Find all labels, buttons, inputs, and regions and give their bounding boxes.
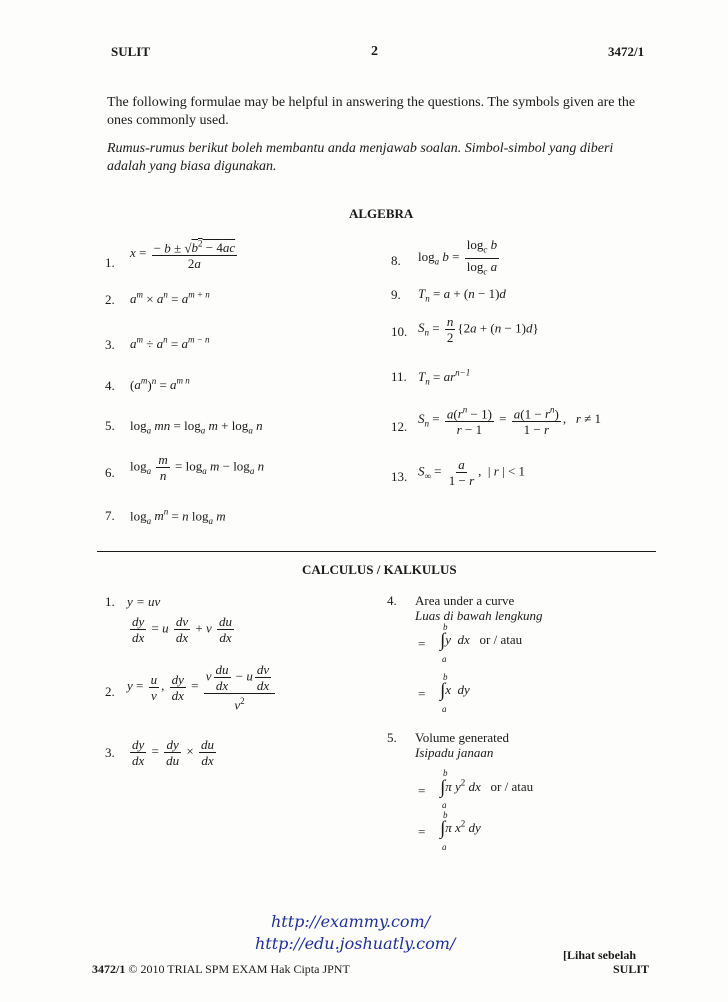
section-divider <box>97 551 656 552</box>
equals-sign: = <box>418 824 426 839</box>
formula-c1-derivative: $\frac{dy}{dx}$ = u $\frac{dv}{dx}$ + v $\frac{du}{dx}$ <box>132 614 233 645</box>
formula-3: $a^m \div a^n = a^{m - n}$ <box>130 335 210 352</box>
integral-upper-limit: b <box>443 622 448 632</box>
formula-c2: y = $\frac{u}{v}$ , $\frac{dy}{dx}$ = v $\frac{du}{dx}$ − u $\frac{dv}{dx}$ $v^2$ <box>127 662 277 712</box>
footer-copyright: © 2010 TRIAL SPM EXAM Hak Cipta JPNT <box>128 962 350 976</box>
header-code: 3472/1 <box>608 44 645 59</box>
intro-malay: Rumus-rumus berikut boleh membantu anda menjawab soalan. Simbol-simbol yang diberi adalah yang biasa digunakan. <box>107 141 614 174</box>
algebra-number-12: 12. <box>391 419 408 434</box>
algebra-number-11: 11. <box>391 369 407 384</box>
algebra-title: ALGEBRA <box>349 206 414 221</box>
algebra-number-4: 4. <box>105 378 115 393</box>
or-atau-label: or / atau <box>490 778 534 794</box>
algebra-number-9: 9. <box>391 287 401 302</box>
formula-7: $\log_a m^n = n$ $\log_a m$ <box>130 507 226 526</box>
formula-10: $S_n$ = $\frac{n}{2}$ {2a + (n − 1)d} <box>418 314 539 345</box>
formula-c3: $\frac{dy}{dx}$ = $\frac{dy}{du}$ × $\frac{du}{dx}$ <box>132 737 214 768</box>
algebra-number-8: 8. <box>391 253 401 268</box>
formula-2: $a^m \times a^n = a^{m + n}$ <box>130 290 210 307</box>
header-sulit: SULIT <box>111 44 151 59</box>
calculus-number-2: 2. <box>105 684 115 699</box>
formula-6: $\log_a$ $\frac{m}{n}$ = $\log_a m - \log_a n$ <box>130 452 265 483</box>
calculus-number-4: 4. <box>387 593 397 608</box>
formula-c1: y = uv <box>127 594 161 609</box>
link-exammy[interactable]: http://exammy.com/ <box>271 912 431 931</box>
algebra-number-5: 5. <box>105 418 115 433</box>
formula-quadratic: x = $\frac{- b \pm √b^2 - 4ac}{2a}$ <box>130 239 236 272</box>
volume-heading: Volume generated <box>415 730 509 745</box>
formula-11: $T_n = ar^{n-1}$ <box>418 368 471 387</box>
equals-sign: = <box>418 686 426 701</box>
integral-upper-limit: b <box>443 810 448 820</box>
formula-4: $(a^m)^n = a^{m n}$ <box>130 376 190 393</box>
integral-lower-limit: a <box>442 800 447 810</box>
formula-13: $S_\infty$ = $\frac{a}{1 - r}$ , | r | < 1 <box>418 457 526 488</box>
algebra-number-7: 7. <box>105 508 115 523</box>
formula-5: $\log_a$ mn = $\log_a m + \log_a n$ <box>130 418 263 436</box>
integral-lower-limit: a <box>442 704 447 714</box>
integral-lower-limit: a <box>442 654 447 664</box>
area-heading: Area under a curve <box>415 593 515 608</box>
integral-lower-limit: a <box>442 842 447 852</box>
integral-x-dy: ∫x dy <box>440 680 470 701</box>
integral-upper-limit: b <box>443 768 448 778</box>
page-number: 2 <box>371 44 378 59</box>
equals-sign: = <box>418 636 426 651</box>
integral-pi-y2-dx: ∫π $y^2$ dx or / atau <box>440 777 534 798</box>
formula-12: $S_n$ = $\frac{a(r^n - 1)}{r - 1}$ = $\frac{a(1 - r^n)}{1 - r}$ , r ≠ 1 <box>418 405 602 438</box>
area-heading-malay: Luas di bawah lengkung <box>415 608 543 623</box>
footer-left <box>92 962 350 977</box>
equals-sign: = <box>418 783 426 798</box>
algebra-number-6: 6. <box>105 465 115 480</box>
calculus-title: CALCULUS / KALKULUS <box>302 562 457 577</box>
footer-code: 3472/1 <box>92 962 126 976</box>
integral-pi-x2-dy: ∫π $x^2$ dy <box>440 818 481 839</box>
formula-9: $T_n = a + (n - 1)d$ <box>418 286 506 304</box>
algebra-number-10: 10. <box>391 324 408 339</box>
algebra-number-2: 2. <box>105 292 115 307</box>
volume-heading-malay: Isipadu janaan <box>415 745 494 760</box>
calculus-number-5: 5. <box>387 730 397 745</box>
integral-y-dx: ∫y dx or / atau <box>440 630 523 651</box>
algebra-number-3: 3. <box>105 337 115 352</box>
footer-lihat-sebelah: [Lihat sebelah <box>563 948 637 962</box>
calculus-number-1: 1. <box>105 594 115 609</box>
integral-upper-limit: b <box>443 672 448 682</box>
algebra-number-1: 1. <box>105 255 115 270</box>
link-joshuatly[interactable]: http://edu.joshuatly.com/ <box>255 934 456 953</box>
footer-sulit: SULIT <box>613 962 650 976</box>
calculus-number-3: 3. <box>105 745 115 760</box>
formula-8: $\log_a b$ = $\frac{\log_c b}{\log_c a}$ <box>418 237 498 277</box>
or-atau-label: or / atau <box>479 631 523 647</box>
intro-english: The following formulae may be helpful in answering the questions. The symbols given are the ones commonly used. <box>107 95 636 128</box>
algebra-number-13: 13. <box>391 469 408 484</box>
